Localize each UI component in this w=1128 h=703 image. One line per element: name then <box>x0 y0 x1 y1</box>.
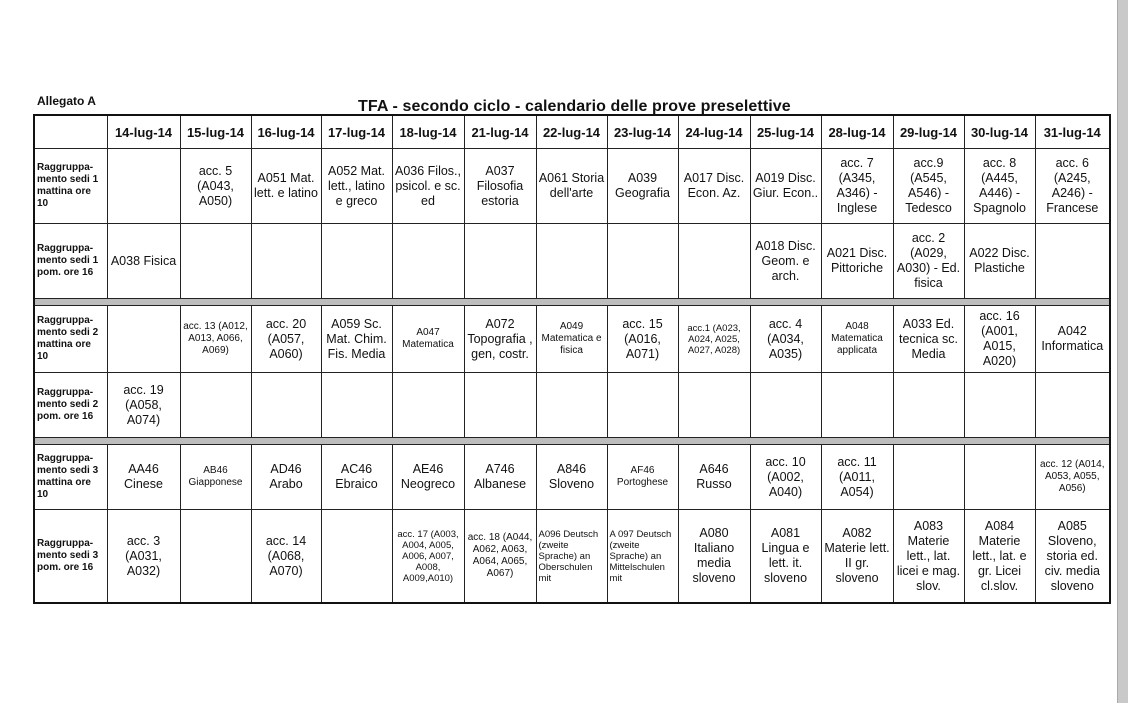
table-cell: acc. 16 (A001, A015, A020) <box>964 306 1035 373</box>
table-cell: A036 Filos., psicol. e sc. ed <box>392 149 464 224</box>
table-cell: A746 Albanese <box>464 445 536 510</box>
separator-cell <box>34 299 1110 306</box>
row-label: Raggruppa-mento sedi 3 mattina ore 10 <box>34 445 107 510</box>
table-cell <box>750 373 821 438</box>
table-cell <box>180 224 251 299</box>
row-label: Raggruppa-mento sedi 2 pom. ore 16 <box>34 373 107 438</box>
table-cell: acc.9 (A545, A546) - Tedesco <box>893 149 964 224</box>
date-header: 24-lug-14 <box>678 115 750 149</box>
table-cell <box>464 373 536 438</box>
table-cell <box>251 224 321 299</box>
table-row <box>34 373 1110 438</box>
table-cell <box>678 224 750 299</box>
date-header: 25-lug-14 <box>750 115 821 149</box>
table-cell <box>321 373 392 438</box>
table-cell: acc. 2 (A029, A030) - Ed. fisica <box>893 224 964 299</box>
allegato-label: Allegato A <box>37 94 96 108</box>
table-cell <box>536 373 607 438</box>
date-header: 23-lug-14 <box>607 115 678 149</box>
table-cell <box>392 224 464 299</box>
table-cell <box>893 445 964 510</box>
table-cell: acc. 14 (A068, A070) <box>251 510 321 604</box>
table-cell <box>180 510 251 604</box>
table-cell: AC46 Ebraico <box>321 445 392 510</box>
table-cell: acc. 20 (A057, A060) <box>251 306 321 373</box>
table-cell: A017 Disc. Econ. Az. <box>678 149 750 224</box>
table-cell <box>1035 224 1110 299</box>
table-row <box>34 510 1110 604</box>
group-separator <box>34 438 1110 445</box>
date-header: 31-lug-14 <box>1035 115 1110 149</box>
table-cell: acc. 19 (A058, A074) <box>107 373 180 438</box>
table-cell: A039 Geografia <box>607 149 678 224</box>
table-cell: acc. 7 (A345, A346) - Inglese <box>821 149 893 224</box>
table-cell <box>678 373 750 438</box>
table-cell: A022 Disc. Plastiche <box>964 224 1035 299</box>
table-cell <box>607 373 678 438</box>
table-cell: A082 Materie lett. II gr. sloveno <box>821 510 893 604</box>
table-cell: A038 Fisica <box>107 224 180 299</box>
table-cell: A085 Sloveno, storia ed. civ. media sloveno <box>1035 510 1110 604</box>
table-cell <box>536 224 607 299</box>
row-label: Raggruppa-mento sedi 1 mattina ore 10 <box>34 149 107 224</box>
date-header-row <box>34 115 1110 149</box>
table-cell: A051 Mat. lett. e latino <box>251 149 321 224</box>
table-cell: acc. 10 (A002, A040) <box>750 445 821 510</box>
table-cell: A037 Filosofia estoria <box>464 149 536 224</box>
table-cell <box>893 373 964 438</box>
table-cell: A080 Italiano media sloveno <box>678 510 750 604</box>
separator-cell <box>34 438 1110 445</box>
table-cell: AE46 Neogreco <box>392 445 464 510</box>
table-row <box>34 445 1110 510</box>
table-cell <box>107 306 180 373</box>
table-cell <box>607 224 678 299</box>
table-cell: acc. 6 (A245, A246) - Francese <box>1035 149 1110 224</box>
date-header: 17-lug-14 <box>321 115 392 149</box>
table-cell: acc. 13 (A012, A013, A066, A069) <box>180 306 251 373</box>
table-cell: AA46 Cinese <box>107 445 180 510</box>
table-row <box>34 306 1110 373</box>
row-label: Raggruppa-mento sedi 3 pom. ore 16 <box>34 510 107 604</box>
table-cell: A083 Materie lett., lat. licei e mag. slov. <box>893 510 964 604</box>
table-cell: A 097 Deutsch (zweite Sprache) an Mittelschulen mit <box>607 510 678 604</box>
date-header: 16-lug-14 <box>251 115 321 149</box>
table-cell: A084 Materie lett., lat. e gr. Licei cl.slov. <box>964 510 1035 604</box>
table-cell <box>107 149 180 224</box>
table-cell: acc. 3 (A031, A032) <box>107 510 180 604</box>
table-cell: AB46 Giapponese <box>180 445 251 510</box>
table-cell <box>964 445 1035 510</box>
table-cell: A646 Russo <box>678 445 750 510</box>
date-header: 14-lug-14 <box>107 115 180 149</box>
table-cell: acc. 18 (A044, A062, A063, A064, A065, A067) <box>464 510 536 604</box>
row-label: Raggruppa-mento sedi 2 mattina ore 10 <box>34 306 107 373</box>
table-cell: acc. 8 (A445, A446) - Spagnolo <box>964 149 1035 224</box>
table-cell: A846 Sloveno <box>536 445 607 510</box>
table-cell <box>251 373 321 438</box>
table-cell: A052 Mat. lett., latino e greco <box>321 149 392 224</box>
table-cell <box>1035 373 1110 438</box>
table-cell <box>821 373 893 438</box>
table-cell: AD46 Arabo <box>251 445 321 510</box>
date-header: 30-lug-14 <box>964 115 1035 149</box>
table-cell: A021 Disc. Pittoriche <box>821 224 893 299</box>
date-header: 21-lug-14 <box>464 115 536 149</box>
table-cell <box>964 373 1035 438</box>
table-cell: A049 Matematica e fisica <box>536 306 607 373</box>
table-cell: A033 Ed. tecnica sc. Media <box>893 306 964 373</box>
table-cell: acc. 5 (A043, A050) <box>180 149 251 224</box>
table-cell <box>392 373 464 438</box>
date-header: 15-lug-14 <box>180 115 251 149</box>
document-title: TFA - secondo ciclo - calendario delle prove preselettive <box>358 98 791 115</box>
date-header: 28-lug-14 <box>821 115 893 149</box>
table-cell: A048 Matematica applicata <box>821 306 893 373</box>
table-cell: acc. 11 (A011, A054) <box>821 445 893 510</box>
date-header: 22-lug-14 <box>536 115 607 149</box>
table-cell: A081 Lingua e lett. it. sloveno <box>750 510 821 604</box>
group-separator <box>34 299 1110 306</box>
table-cell <box>321 510 392 604</box>
table-cell: A019 Disc. Giur. Econ.. <box>750 149 821 224</box>
table-cell: acc. 17 (A003, A004, A005, A006, A007, A008, A009,A010) <box>392 510 464 604</box>
table-cell: A061 Storia dell'arte <box>536 149 607 224</box>
calendar-table <box>33 114 1111 604</box>
table-cell <box>180 373 251 438</box>
table-cell <box>321 224 392 299</box>
table-cell: acc. 12 (A014, A053, A055, A056) <box>1035 445 1110 510</box>
table-row <box>34 224 1110 299</box>
table-cell: A047 Matematica <box>392 306 464 373</box>
date-header: 29-lug-14 <box>893 115 964 149</box>
table-cell: acc.1 (A023, A024, A025, A027, A028) <box>678 306 750 373</box>
table-cell <box>464 224 536 299</box>
table-cell: A059 Sc. Mat. Chim. Fis. Media <box>321 306 392 373</box>
table-row <box>34 149 1110 224</box>
table-cell: acc. 15 (A016, A071) <box>607 306 678 373</box>
date-header: 18-lug-14 <box>392 115 464 149</box>
table-cell: A072 Topografia , gen, costr. <box>464 306 536 373</box>
table-cell: A018 Disc. Geom. e arch. <box>750 224 821 299</box>
vertical-scrollbar[interactable] <box>1117 0 1128 703</box>
table-cell: AF46 Portoghese <box>607 445 678 510</box>
corner-cell <box>34 115 107 149</box>
table-cell: A096 Deutsch (zweite Sprache) an Oberschulen mit <box>536 510 607 604</box>
row-label: Raggruppa-mento sedi 1 pom. ore 16 <box>34 224 107 299</box>
table-cell: A042 Informatica <box>1035 306 1110 373</box>
table-cell: acc. 4 (A034, A035) <box>750 306 821 373</box>
